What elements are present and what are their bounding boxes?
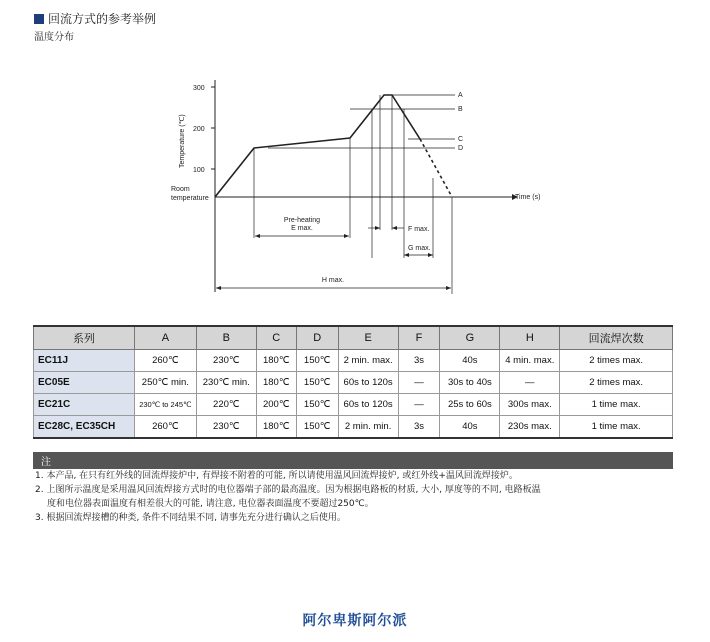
table-cell: 40s bbox=[440, 416, 500, 439]
notes-section bbox=[33, 452, 673, 525]
table-cell: 2 times max. bbox=[560, 350, 673, 372]
note-item-1: 1. 本产品, 在只有红外线的回流焊接炉中, 有焊接不附着的可能, 所以请使用温风回流焊接炉, 或红外线+温风回流焊接炉。 bbox=[35, 471, 518, 481]
table-cell: 30s to 40s bbox=[440, 372, 500, 394]
table-cell: 230℃ to 245℃ bbox=[134, 394, 196, 416]
table-cell: 2 min. min. bbox=[338, 416, 398, 439]
table-cell: 60s to 120s bbox=[338, 394, 398, 416]
table-cell: 200℃ bbox=[256, 394, 296, 416]
table-cell: — bbox=[398, 394, 440, 416]
spec-table bbox=[33, 325, 673, 439]
dim-e-label-1: Pre-heating bbox=[283, 217, 321, 224]
dim-h-label: H max. bbox=[321, 277, 345, 284]
table-cell: 150℃ bbox=[296, 416, 338, 439]
x-axis-label: Time (s) bbox=[515, 194, 541, 201]
dim-h-arrow-left-icon bbox=[216, 286, 221, 290]
dim-g-label: G max. bbox=[408, 245, 431, 252]
dim-e-arrow-right-icon bbox=[344, 234, 349, 238]
table-row bbox=[34, 394, 673, 416]
table-cell: 3s bbox=[398, 416, 440, 439]
table-cell: 260℃ bbox=[134, 416, 196, 439]
room-temp-label-2: temperature bbox=[171, 195, 209, 202]
y-tick-label-200: 200 bbox=[193, 126, 205, 133]
dim-e-label-2: E max. bbox=[291, 225, 313, 232]
col-header-d: D bbox=[296, 326, 338, 350]
table-cell: — bbox=[500, 372, 560, 394]
table-cell: 2 min. max. bbox=[338, 350, 398, 372]
col-header-e: E bbox=[338, 326, 398, 350]
table-cell: EC28C, EC35CH bbox=[34, 416, 135, 439]
col-header-series: 系列 bbox=[34, 326, 135, 350]
point-label-a: A bbox=[458, 92, 463, 99]
dim-h-arrow-right-icon bbox=[446, 286, 451, 290]
table-cell: 230s max. bbox=[500, 416, 560, 439]
table-cell: 250℃ min. bbox=[134, 372, 196, 394]
dim-g-arrow-right-icon bbox=[428, 253, 433, 257]
col-header-c: C bbox=[256, 326, 296, 350]
table-cell: 60s to 120s bbox=[338, 372, 398, 394]
temperature-profile-line bbox=[215, 95, 420, 197]
dim-e-arrow-left-icon bbox=[255, 234, 260, 238]
table-cell: 230℃ min. bbox=[196, 372, 256, 394]
table-cell: 230℃ bbox=[196, 350, 256, 372]
table-cell: 1 time max. bbox=[560, 416, 673, 439]
col-header-b: B bbox=[196, 326, 256, 350]
chart-subtitle: 温度分布 bbox=[34, 32, 74, 43]
table-cell: 180℃ bbox=[256, 350, 296, 372]
table-cell: 220℃ bbox=[196, 394, 256, 416]
table-cell: EC11J bbox=[34, 350, 135, 372]
col-header-g: G bbox=[440, 326, 500, 350]
room-temp-label-1: Room bbox=[171, 186, 190, 193]
dim-f-arrow-left-icon bbox=[375, 226, 380, 230]
point-label-c: C bbox=[458, 136, 464, 143]
table-cell: 300s max. bbox=[500, 394, 560, 416]
note-item-3: 3. 根据回流焊接槽的种类, 条件不同结果不同, 请事先充分进行确认之后使用。 bbox=[35, 513, 346, 523]
table-cell: 150℃ bbox=[296, 394, 338, 416]
table-row bbox=[34, 350, 673, 372]
y-tick-label-300: 300 bbox=[193, 85, 205, 92]
section-title: 回流方式的参考举例 bbox=[48, 12, 157, 26]
col-header-f: F bbox=[398, 326, 440, 350]
table-row bbox=[34, 372, 673, 394]
col-header-reflow-count: 回流焊次数 bbox=[560, 326, 673, 350]
table-cell: 4 min. max. bbox=[500, 350, 560, 372]
y-axis-label: Temperature (℃) bbox=[179, 114, 186, 168]
dim-f-arrow-right-icon bbox=[392, 226, 397, 230]
note-item-2: 2. 上图所示温度是采用温风回流焊接方式时的电位器端子部的最高温度。因为根据电路板的材质, 大小, 厚度等的不同, 电路板温 bbox=[35, 485, 541, 495]
table-header-row bbox=[34, 326, 673, 350]
table-cell: 150℃ bbox=[296, 372, 338, 394]
table-cell: 180℃ bbox=[256, 416, 296, 439]
table-cell: 260℃ bbox=[134, 350, 196, 372]
table-cell: 3s bbox=[398, 350, 440, 372]
table-cell: EC21C bbox=[34, 394, 135, 416]
temperature-profile-chart bbox=[0, 0, 710, 320]
point-label-d: D bbox=[458, 145, 464, 152]
table-cell: 2 times max. bbox=[560, 372, 673, 394]
point-label-b: B bbox=[458, 106, 463, 113]
table-row bbox=[34, 416, 673, 439]
dim-g-arrow-left-icon bbox=[404, 253, 409, 257]
brand-logo-text: 阿尔卑斯阿尔派 bbox=[302, 613, 408, 629]
y-tick-label-100: 100 bbox=[193, 167, 205, 174]
note-item-2-cont: 度和电位器表面温度有相差很大的可能, 请注意, 电位器表面温度不要超过250℃。 bbox=[47, 499, 374, 509]
col-header-a: A bbox=[134, 326, 196, 350]
table-cell: 25s to 60s bbox=[440, 394, 500, 416]
table-cell: 40s bbox=[440, 350, 500, 372]
table-cell: — bbox=[398, 372, 440, 394]
table-cell: EC05E bbox=[34, 372, 135, 394]
table-cell: 230℃ bbox=[196, 416, 256, 439]
table-cell: 150℃ bbox=[296, 350, 338, 372]
table-cell: 1 time max. bbox=[560, 394, 673, 416]
notes-header: 注 bbox=[33, 452, 673, 469]
col-header-h: H bbox=[500, 326, 560, 350]
table-cell: 180℃ bbox=[256, 372, 296, 394]
dim-f-label: F max. bbox=[408, 226, 430, 233]
